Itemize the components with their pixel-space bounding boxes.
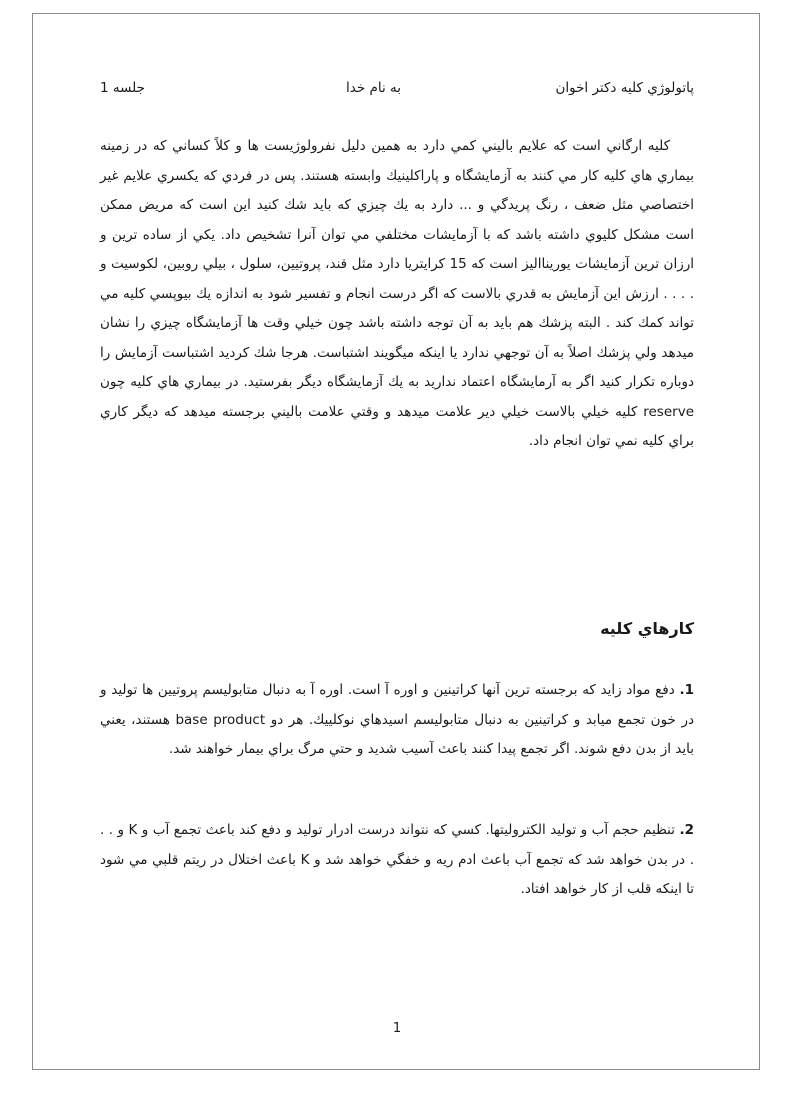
- header-session: جلسه 1: [100, 80, 145, 96]
- list-item-1: [100, 676, 694, 765]
- list-item-number: 1.: [679, 682, 694, 698]
- page-header: [100, 80, 694, 102]
- list-item-2: [100, 816, 694, 905]
- list-item-text: دفع مواد زايد كه برجسته ترين آنها كراتينين و اوره آ است. اوره آ به دنبال متابوليسم پروتيين ها توليد و در خون تجمع ميابد و كراتينين به دنبال متابوليسم اسيدهاي نوكلييك. هر دو base product هستند، يعني بايد از بدن دفع شوند. اگر تجمع پيدا كنند باعث آسيب شديد و حتي مرگ براي بيمار خواهند شد.: [100, 682, 694, 757]
- section-heading: كارهاي كليه: [600, 619, 694, 638]
- list-item-number: 2.: [679, 822, 694, 838]
- page-number: 1: [392, 1021, 402, 1036]
- list-item-text: تنظيم حجم آب و توليد الكتروليتها. كسي كه نتواند درست ادرار توليد و دفع كند باعث تجمع آب و K و . . . در بدن خواهد شد كه تجمع آب باعث ادم ريه و خفگي خواهد شد و K باعث اختلال در ريتم قلبي مي شود تا اينكه قلب از كار خواهد افتاد.: [100, 822, 694, 897]
- header-basmala: به نام خدا: [346, 80, 401, 96]
- intro-paragraph: كليه ارگاني است كه علايم باليني كمي دارد به همين دليل نفرولوژيست ها و كلاً كساني كه در زمينه بيماري هاي كليه كار مي كنند به آزمايشگاه و پاراكلينيك وابسته هستند. پس در فردي كه يكسري علايم غير اختصاصي مثل ضعف ، رنگ پريدگي و ... دارد به يك چيزي كه بايد شك كنيد اين است كه مريض ممكن است مشكل كليوي داشته باشد كه با آزمايشات مختلفي مي توان آنرا تشخيص داد. يكي از ساده ترين و ارزان ترين آزمايشات يورينااليز است كه 15 كرايتريا دارد مثل قند، پروتيين، سلول ، بيلي روبين، لكوسيت و . . . . ارزش اين آزمايش به قدري بالاست كه اگر درست انجام و تفسير شود به اندازه يك بيوپسي كليه مي تواند كمك كند . البته پزشك هم بايد به آن توجه داشته باشد چون خيلي وقت ها آزمايشگاه چيزي را نشان ميدهد ولي پزشك اصلاً به آن توجهي ندارد يا اينكه ميگويند اشتباست. هرجا شك كرديد اشتباست آزمايش را دوباره تكرار كنيد اگر به آرمايشگاه اعتماد نداريد به يك آزمايشگاه ديگر بفرستيد. در بيماري هاي كليه چون reserve كليه خيلي بالاست خيلي دير علامت ميدهد و وقتي علامت باليني برجسته ميدهد كه ديگر كاري براي كليه نمي توان انجام داد.: [100, 138, 694, 449]
- header-title: پاتولوژي كليه دكتر اخوان: [555, 80, 694, 96]
